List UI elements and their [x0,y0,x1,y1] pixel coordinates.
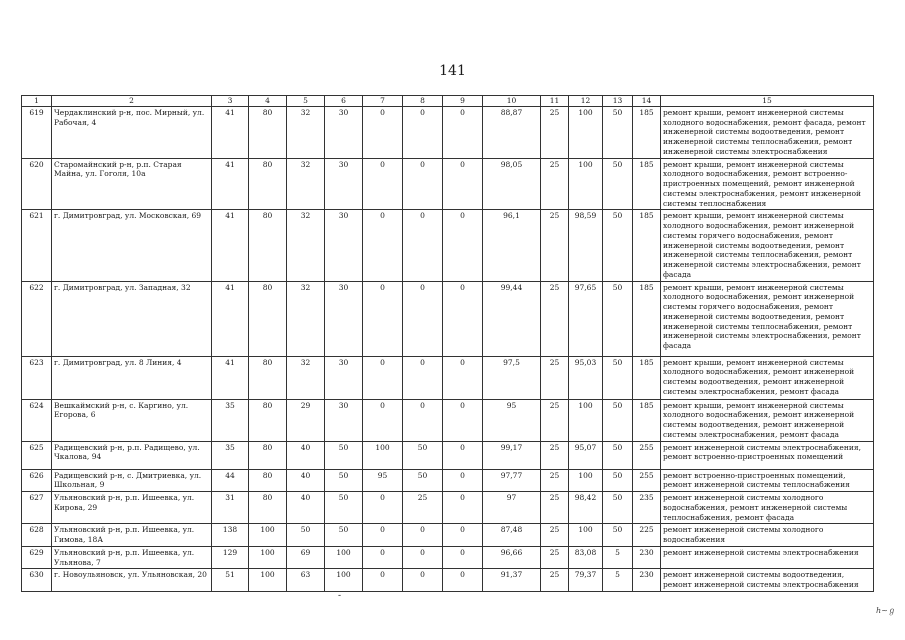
value-cell: 0 [443,546,483,569]
value-cell: 0 [363,356,403,399]
row-number-cell: 628 [22,524,52,547]
value-cell: 41 [212,356,249,399]
value-cell: 25 [403,492,443,524]
row-number-cell: 619 [22,106,52,158]
value-cell: 40 [287,492,325,524]
value-cell: 40 [287,441,325,469]
value-cell: 0 [443,469,483,492]
row-number-cell: 624 [22,399,52,441]
value-cell: 31 [212,492,249,524]
value-cell: 25 [541,106,569,158]
value-cell: 185 [633,210,661,281]
value-cell: 0 [403,210,443,281]
column-number-row [22,96,874,107]
value-cell: 98,42 [569,492,603,524]
value-cell: 29 [287,399,325,441]
value-cell: 230 [633,569,661,592]
value-cell: 50 [325,441,363,469]
value-cell: 100 [249,524,287,547]
table-row [22,106,874,158]
value-cell: 97,5 [483,356,541,399]
value-cell: 25 [541,492,569,524]
repair-works-cell: ремонт инженерной системы холодного водоснабжения [661,524,874,547]
value-cell: 30 [325,356,363,399]
column-header: 6 [325,96,363,107]
value-cell: 0 [443,524,483,547]
value-cell: 50 [603,469,633,492]
value-cell: 83,08 [569,546,603,569]
address-cell: Радищевский р-н, с. Дмитриевка, ул. Школьная, 9 [52,469,212,492]
value-cell: 100 [569,106,603,158]
value-cell: 30 [325,399,363,441]
value-cell: 0 [403,524,443,547]
value-cell: 50 [325,469,363,492]
value-cell: 51 [212,569,249,592]
value-cell: 32 [287,210,325,281]
column-header: 4 [249,96,287,107]
table-row [22,492,874,524]
value-cell: 0 [363,106,403,158]
value-cell: 0 [363,569,403,592]
table-row [22,441,874,469]
address-cell: Вешкаймский р-н, с. Каргино, ул. Егорова, 6 [52,399,212,441]
corner-handwritten-mark: ℎ~ℊ [876,606,896,615]
table-row [22,546,874,569]
value-cell: 30 [325,158,363,210]
value-cell: 50 [603,441,633,469]
value-cell: 0 [443,210,483,281]
repair-works-cell: ремонт инженерной системы электроснабжения [661,546,874,569]
value-cell: 88,87 [483,106,541,158]
value-cell: 0 [443,106,483,158]
address-cell: Ульяновский р-н, р.п. Ишеевка, ул. Ульянова, 7 [52,546,212,569]
value-cell: 63 [287,569,325,592]
value-cell: 50 [603,210,633,281]
value-cell: 96,66 [483,546,541,569]
value-cell: 80 [249,399,287,441]
value-cell: 50 [603,492,633,524]
value-cell: 99,17 [483,441,541,469]
value-cell: 35 [212,399,249,441]
value-cell: 25 [541,158,569,210]
value-cell: 25 [541,524,569,547]
row-number-cell: 626 [22,469,52,492]
value-cell: 0 [443,158,483,210]
value-cell: 5 [603,546,633,569]
value-cell: 129 [212,546,249,569]
value-cell: 41 [212,158,249,210]
table-row [22,524,874,547]
repair-works-cell: ремонт крыши, ремонт инженерной системы холодного водоснабжения, ремонт инженерной системы горячего водоснабжения, ремонт инженерной системы водоотведения, ремонт инженерной системы теплоснабжения, ремонт инженерной системы электроснабжения, ремонт фасада [661,281,874,356]
value-cell: 32 [287,281,325,356]
address-cell: Радищевский р-н, р.п. Радищево, ул. Чкалова, 94 [52,441,212,469]
value-cell: 0 [443,492,483,524]
column-header: 9 [443,96,483,107]
value-cell: 0 [403,106,443,158]
value-cell: 80 [249,492,287,524]
value-cell: 95,03 [569,356,603,399]
value-cell: 50 [287,524,325,547]
value-cell: 80 [249,158,287,210]
repair-works-cell: ремонт крыши, ремонт инженерной системы холодного водоснабжения, ремонт встроенно-пристроенных помещений, ремонт инженерной системы электроснабжения, ремонт инженерной системы теплоснабжения [661,158,874,210]
value-cell: 80 [249,356,287,399]
value-cell: 50 [325,492,363,524]
value-cell: 185 [633,106,661,158]
value-cell: 97,65 [569,281,603,356]
row-number-cell: 625 [22,441,52,469]
row-number-cell: 627 [22,492,52,524]
value-cell: 80 [249,281,287,356]
row-number-cell: 630 [22,569,52,592]
repair-works-cell: ремонт крыши, ремонт инженерной системы холодного водоснабжения, ремонт фасада, ремонт инженерной системы водоотведения, ремонт инженерной системы теплоснабжения, ремонт инженерной системы электроснабжения [661,106,874,158]
value-cell: 5 [603,569,633,592]
value-cell: 25 [541,546,569,569]
value-cell: 0 [443,441,483,469]
value-cell: 69 [287,546,325,569]
value-cell: 0 [363,158,403,210]
value-cell: 80 [249,441,287,469]
capital-repair-register-table [21,95,874,592]
value-cell: 100 [363,441,403,469]
row-number-cell: 622 [22,281,52,356]
value-cell: 0 [403,399,443,441]
value-cell: 0 [403,356,443,399]
value-cell: 100 [569,469,603,492]
address-cell: Старомайнский р-н, р.п. Старая Майна, ул. Гоголя, 10а [52,158,212,210]
value-cell: 100 [325,546,363,569]
value-cell: 25 [541,210,569,281]
value-cell: 44 [212,469,249,492]
value-cell: 185 [633,399,661,441]
column-header: 10 [483,96,541,107]
value-cell: 100 [249,546,287,569]
value-cell: 97,77 [483,469,541,492]
value-cell: 235 [633,492,661,524]
address-cell: г. Димитровград, ул. Московская, 69 [52,210,212,281]
column-header: 15 [661,96,874,107]
row-number-cell: 621 [22,210,52,281]
register-body [22,106,874,591]
value-cell: 100 [569,399,603,441]
value-cell: 0 [363,399,403,441]
value-cell: 41 [212,106,249,158]
value-cell: 0 [363,210,403,281]
value-cell: 185 [633,281,661,356]
value-cell: 138 [212,524,249,547]
value-cell: 50 [603,399,633,441]
value-cell: 41 [212,210,249,281]
value-cell: 95 [363,469,403,492]
repair-works-cell: ремонт крыши, ремонт инженерной системы холодного водоснабжения, ремонт инженерной системы водоотведения, ремонт инженерной системы электроснабжения, ремонт фасада [661,399,874,441]
row-number-cell: 620 [22,158,52,210]
value-cell: 0 [443,399,483,441]
value-cell: 32 [287,356,325,399]
repair-works-cell: ремонт встроенно-пристроенных помещений, ремонт инженерной системы теплоснабжения [661,469,874,492]
value-cell: 0 [403,158,443,210]
value-cell: 50 [603,356,633,399]
value-cell: 50 [603,106,633,158]
value-cell: 25 [541,356,569,399]
table-row [22,399,874,441]
value-cell: 80 [249,106,287,158]
value-cell: 50 [603,524,633,547]
value-cell: 255 [633,441,661,469]
value-cell: 0 [403,569,443,592]
value-cell: 35 [212,441,249,469]
column-header: 2 [52,96,212,107]
address-cell: г. Димитровград, ул. Западная, 32 [52,281,212,356]
table-row [22,158,874,210]
value-cell: 185 [633,356,661,399]
column-header: 1 [22,96,52,107]
address-cell: Чердаклинский р-н, пос. Мирный, ул. Рабочая, 4 [52,106,212,158]
value-cell: 95 [483,399,541,441]
row-number-cell: 623 [22,356,52,399]
value-cell: 50 [403,469,443,492]
value-cell: 25 [541,441,569,469]
repair-works-cell: ремонт крыши, ремонт инженерной системы холодного водоснабжения, ремонт инженерной системы горячего водоснабжения, ремонт инженерной системы водоотведения, ремонт инженерной системы теплоснабжения, ремонт инженерной системы электроснабжения, ремонт фасада [661,210,874,281]
address-cell: г. Новоульяновск, ул. Ульяновская, 20 [52,569,212,592]
address-cell: Ульяновский р-н, р.п. Ишеевка, ул. Кирова, 29 [52,492,212,524]
value-cell: 25 [541,569,569,592]
value-cell: 0 [403,281,443,356]
table-row [22,469,874,492]
value-cell: 30 [325,106,363,158]
value-cell: 0 [403,546,443,569]
table-row [22,210,874,281]
table-row [22,356,874,399]
value-cell: 98,05 [483,158,541,210]
value-cell: 0 [363,492,403,524]
value-cell: 0 [363,281,403,356]
row-number-cell: 629 [22,546,52,569]
address-cell: г. Димитровград, ул. 8 Линия, 4 [52,356,212,399]
value-cell: 0 [363,524,403,547]
footer-mark: - [338,591,342,601]
value-cell: 100 [249,569,287,592]
value-cell: 30 [325,210,363,281]
value-cell: 230 [633,546,661,569]
column-header: 12 [569,96,603,107]
value-cell: 25 [541,469,569,492]
address-cell: Ульяновский р-н, р.п. Ишеевка, ул. Гимова, 18А [52,524,212,547]
page-number: 141 [439,63,466,79]
column-header: 3 [212,96,249,107]
value-cell: 41 [212,281,249,356]
column-header: 11 [541,96,569,107]
value-cell: 0 [443,281,483,356]
value-cell: 80 [249,469,287,492]
value-cell: 25 [541,281,569,356]
value-cell: 50 [325,524,363,547]
value-cell: 91,37 [483,569,541,592]
column-header: 5 [287,96,325,107]
repair-works-cell: ремонт инженерной системы холодного водоснабжения, ремонт инженерной системы теплоснабжения, ремонт фасада [661,492,874,524]
column-header: 8 [403,96,443,107]
value-cell: 80 [249,210,287,281]
value-cell: 50 [603,158,633,210]
table-row [22,281,874,356]
value-cell: 79,37 [569,569,603,592]
column-header: 13 [603,96,633,107]
column-header: 7 [363,96,403,107]
value-cell: 225 [633,524,661,547]
value-cell: 32 [287,106,325,158]
value-cell: 25 [541,399,569,441]
value-cell: 40 [287,469,325,492]
value-cell: 0 [363,546,403,569]
value-cell: 185 [633,158,661,210]
value-cell: 95,07 [569,441,603,469]
value-cell: 100 [569,158,603,210]
value-cell: 32 [287,158,325,210]
value-cell: 255 [633,469,661,492]
value-cell: 100 [325,569,363,592]
value-cell: 0 [443,569,483,592]
value-cell: 87,48 [483,524,541,547]
value-cell: 50 [403,441,443,469]
table-row [22,569,874,592]
value-cell: 98,59 [569,210,603,281]
value-cell: 30 [325,281,363,356]
value-cell: 100 [569,524,603,547]
value-cell: 99,44 [483,281,541,356]
column-header: 14 [633,96,661,107]
repair-works-cell: ремонт крыши, ремонт инженерной системы холодного водоснабжения, ремонт инженерной системы водоотведения, ремонт инженерной системы электроснабжения, ремонт фасада [661,356,874,399]
value-cell: 96,1 [483,210,541,281]
repair-works-cell: ремонт инженерной системы электроснабжения, ремонт встроенно-пристроенных помещений [661,441,874,469]
value-cell: 97 [483,492,541,524]
value-cell: 50 [603,281,633,356]
repair-works-cell: ремонт инженерной системы водоотведения, ремонт инженерной системы электроснабжения [661,569,874,592]
value-cell: 0 [443,356,483,399]
